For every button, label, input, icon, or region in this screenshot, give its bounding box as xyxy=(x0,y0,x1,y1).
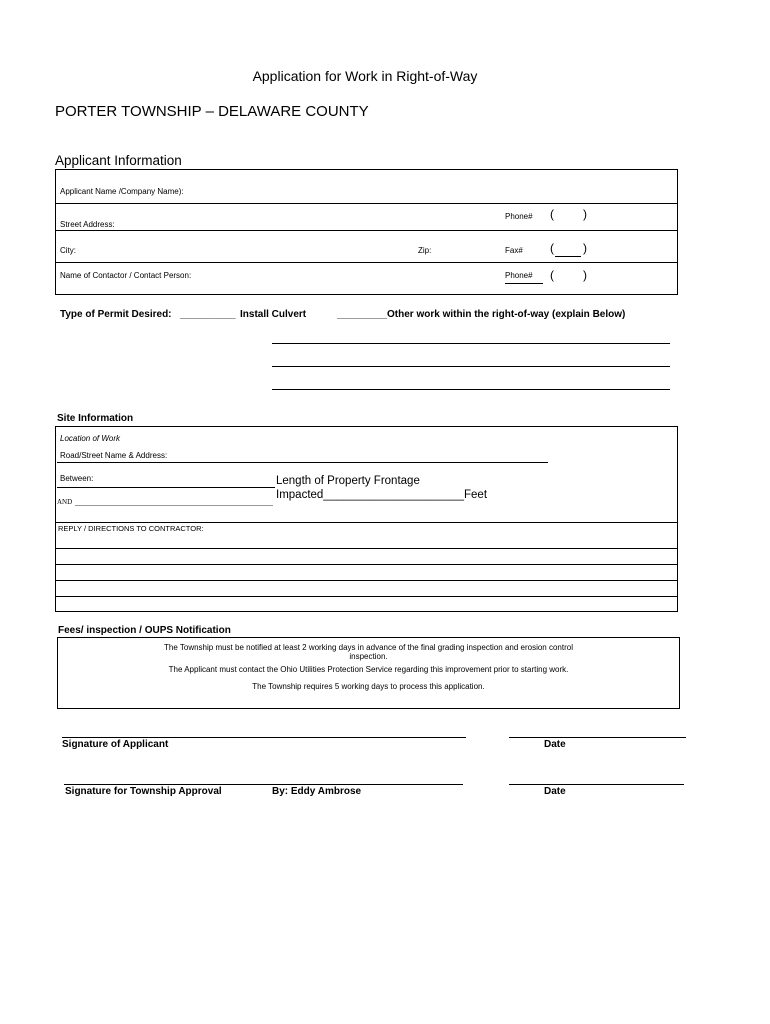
township-signature-line[interactable] xyxy=(64,784,463,785)
fax-paren-open: ( xyxy=(550,241,554,255)
road-name-label: Road/Street Name & Address: xyxy=(60,451,168,460)
contact-person-label: Name of Contactor / Contact Person: xyxy=(60,271,192,280)
page-title: Application for Work in Right-of-Way xyxy=(252,68,478,84)
township-date-label: Date xyxy=(544,786,566,797)
fees-section-title: Fees/ inspection / OUPS Notification xyxy=(58,625,231,636)
other-work-option: Other work within the right-of-way (explain Below) xyxy=(387,309,626,320)
frontage-impacted[interactable]: Impacted______________________Feet xyxy=(276,489,488,501)
reply-directions-label: REPLY / DIRECTIONS TO CONTRACTOR: xyxy=(58,524,204,533)
between-label: Between: xyxy=(60,474,94,483)
applicant-signature-label: Signature of Applicant xyxy=(62,739,169,750)
phone2-label: Phone# xyxy=(505,271,533,280)
fax-field[interactable] xyxy=(545,240,670,256)
zip-label: Zip: xyxy=(418,246,432,255)
explain-line-3[interactable] xyxy=(272,389,670,390)
phone-label: Phone# xyxy=(505,212,533,221)
applicant-section-title: Applicant Information xyxy=(55,153,182,168)
applicant-date-label: Date xyxy=(544,739,566,750)
phone-paren-open: ( xyxy=(550,207,554,221)
explain-line-2[interactable] xyxy=(272,366,670,367)
phone2-underline xyxy=(505,283,543,284)
frontage-label: Length of Property Frontage xyxy=(276,475,420,487)
site-section-title: Site Information xyxy=(57,413,134,424)
township-signature-label: Signature for Township Approval xyxy=(65,786,222,797)
applicant-name-label: Applicant Name /Company Name): xyxy=(60,187,184,196)
road-name-line[interactable] xyxy=(57,462,548,463)
phone2-field[interactable] xyxy=(545,266,670,284)
applicant-divider xyxy=(55,203,678,204)
applicant-signature-line[interactable] xyxy=(62,737,466,738)
fees-notice-1: The Township must be notified at least 2 working days in advance of the final grading inspection and erosion control xyxy=(164,643,573,652)
phone2-paren-close: ) xyxy=(583,268,587,282)
culvert-option: Install Culvert xyxy=(240,309,307,320)
reply-line-1[interactable] xyxy=(55,548,678,549)
city-label: City: xyxy=(60,246,76,255)
culvert-blank[interactable]: __________ xyxy=(180,309,236,320)
site-divider xyxy=(55,522,678,523)
applicant-divider xyxy=(55,262,678,263)
street-address-label: Street Address: xyxy=(60,220,115,229)
and-line[interactable] xyxy=(75,505,273,506)
reply-line-2[interactable] xyxy=(55,564,678,565)
zip-field[interactable] xyxy=(440,240,500,254)
applicant-date-line[interactable] xyxy=(509,737,686,738)
reply-line-3[interactable] xyxy=(55,580,678,581)
explain-line-1[interactable] xyxy=(272,343,670,344)
reply-line-4[interactable] xyxy=(55,596,678,597)
approved-by-label: By: Eddy Ambrose xyxy=(272,786,362,797)
contact-person-field[interactable] xyxy=(200,266,500,280)
and-label: AND xyxy=(57,498,73,506)
location-of-work-label: Location of Work xyxy=(60,434,121,443)
fax-label: Fax# xyxy=(505,246,523,255)
between-line[interactable] xyxy=(57,487,275,488)
street-address-field[interactable] xyxy=(120,216,500,228)
fees-notice-3: The Township requires 5 working days to process this application. xyxy=(252,682,485,691)
township-date-line[interactable] xyxy=(509,784,684,785)
city-field[interactable] xyxy=(80,240,400,254)
township-heading: PORTER TOWNSHIP – DELAWARE COUNTY xyxy=(55,103,369,120)
applicant-name-field[interactable] xyxy=(200,197,670,203)
fees-notice-2: The Applicant must contact the Ohio Utilities Protection Service regarding this improvement prior to starting work. xyxy=(168,665,569,674)
applicant-divider xyxy=(55,230,678,231)
fax-paren-close: ) xyxy=(583,241,587,255)
fax-area-underline xyxy=(555,256,581,257)
phone-paren-close: ) xyxy=(583,207,587,221)
phone2-paren-open: ( xyxy=(550,268,554,282)
other-work-blank[interactable]: _________ xyxy=(337,309,388,320)
fees-notice-1b: inspection. xyxy=(349,652,388,661)
permit-type-label: Type of Permit Desired: xyxy=(60,309,172,320)
phone-field[interactable] xyxy=(545,207,670,223)
